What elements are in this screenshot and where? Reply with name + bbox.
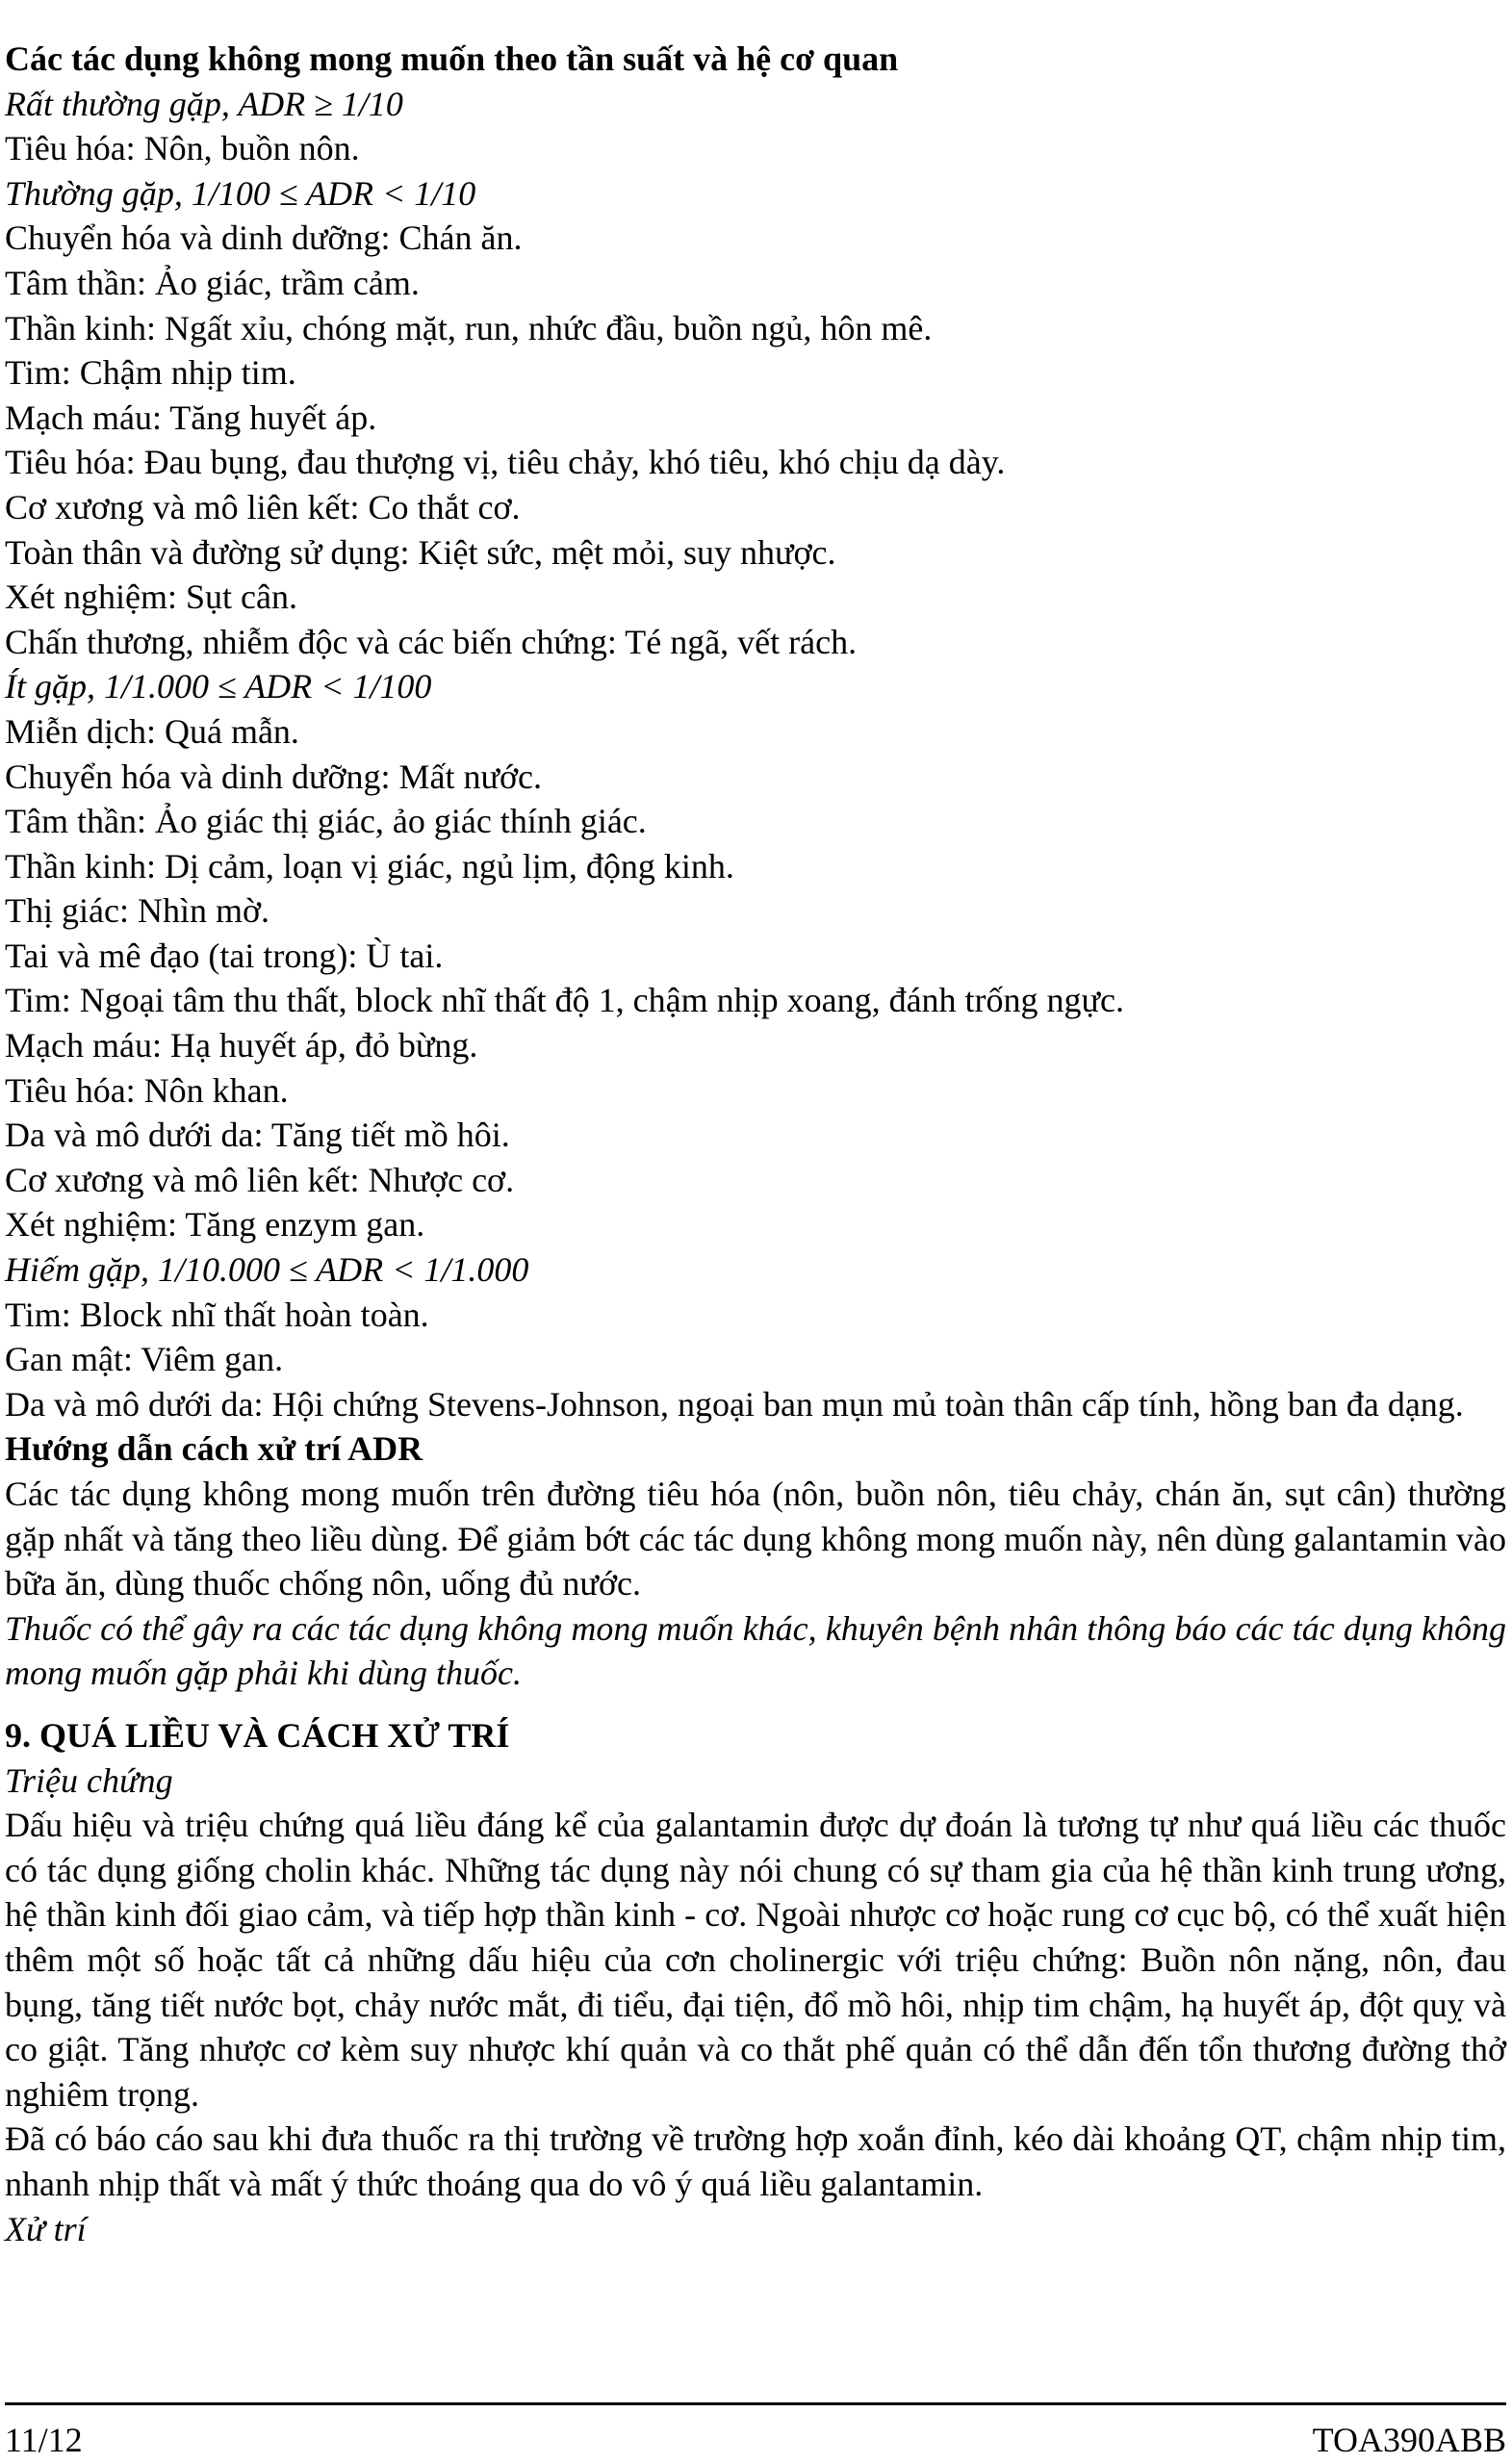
adr-item: Thần kinh: Dị cảm, loạn vị giác, ngủ lịm, động kinh. — [5, 846, 734, 886]
adr-item: Tiêu hóa: Nôn khan. — [5, 1070, 289, 1110]
symptoms-paragraph-1: Dấu hiệu và triệu chứng quá liều đáng kể của galantamin được dự đoán là tương tự như quá liều các thuốc có tác dụng giống cholin khác. Những tác dụng này nói chung có sự tham gia của hệ thần kinh trung ương, hệ thần kinh đối giao cảm, và tiếp hợp thần kinh - cơ. Ngoài nhược cơ hoặc rung cơ cục bộ, có thể xuất hiện thêm một số hoặc tất cả những dấu hiệu của cơn cholinergic với triệu chứng: Buồn nôn nặng, nôn, đau bụng, tăng tiết nước bọt, chảy nước mắt, đi tiểu, đại tiện, đổ mồ hôi, nhịp tim chậm, hạ huyết áp, đột quỵ và co giật. Tăng nhược cơ kèm suy nhược khí quản và co thắt phế quản có thể dẫn đến tổn thương đường thở nghiêm trọng. — [5, 1806, 1506, 2114]
adr-heading: Các tác dụng không mong muốn theo tần suất và hệ cơ quan — [5, 39, 899, 78]
adr-item: Tâm thần: Ảo giác, trầm cảm. — [5, 263, 420, 302]
adr-item: Tim: Block nhĩ thất hoàn toàn. — [5, 1295, 429, 1334]
adr-item: Chấn thương, nhiễm độc và các biến chứng: Té ngã, vết rách. — [5, 622, 858, 661]
management-heading: Hướng dẫn cách xử trí ADR — [5, 1429, 423, 1469]
adr-item: Cơ xương và mô liên kết: Nhược cơ. — [5, 1160, 515, 1199]
frequency-uncommon-label: Ít gặp, 1/1.000 ≤ ADR < 1/100 — [5, 667, 432, 706]
document-code: TOA390ABB — [1312, 2421, 1506, 2459]
adr-item: Tai và mê đạo (tai trong): Ù tai. — [5, 936, 444, 975]
adr-item: Toàn thân và đường sử dụng: Kiệt sức, mệt mỏi, suy nhược. — [5, 532, 836, 572]
treatment-label: Xử trí — [5, 2209, 87, 2248]
adr-item: Da và mô dưới da: Tăng tiết mồ hôi. — [5, 1116, 510, 1155]
document-page — [5, 37, 1506, 2251]
symptoms-paragraph-2: Đã có báo cáo sau khi đưa thuốc ra thị trường về trường hợp xoắn đỉnh, kéo dài khoảng QT, chậm nhịp tim, nhanh nhịp thất và mất ý thức thoáng qua do vô ý quá liều galantamin. — [5, 2119, 1506, 2203]
adr-item: Mạch máu: Tăng huyết áp. — [5, 398, 377, 437]
adr-item: Mạch máu: Hạ huyết áp, đỏ bừng. — [5, 1026, 478, 1065]
adr-item: Thị giác: Nhìn mờ. — [5, 891, 269, 931]
adr-item: Thần kinh: Ngất xỉu, chóng mặt, run, nhức đầu, buồn ngủ, hôn mê. — [5, 308, 933, 347]
management-paragraph: Các tác dụng không mong muốn trên đường tiêu hóa (nôn, buồn nôn, tiêu chảy, chán ăn, sụt cân) thường gặp nhất và tăng theo liều dùng. Để giảm bớt các tác dụng không mong muốn này, nên dùng galantamin vào bữa ăn, dùng thuốc chống nôn, uống đủ nước. — [5, 1475, 1506, 1604]
adr-item: Miễn dịch: Quá mẫn. — [5, 711, 299, 751]
adr-item: Tim: Chậm nhịp tim. — [5, 353, 296, 393]
frequency-common-label: Thường gặp, 1/100 ≤ ADR < 1/10 — [5, 173, 476, 213]
adr-item: Cơ xương và mô liên kết: Co thắt cơ. — [5, 487, 521, 526]
overdose-heading: 9. QUÁ LIỀU VÀ CÁCH XỬ TRÍ — [5, 1715, 510, 1755]
management-advice: Thuốc có thể gây ra các tác dụng không mong muốn khác, khuyên bệnh nhân thông báo các tác dụng không mong muốn gặp phải khi dùng thuốc. — [5, 1608, 1506, 1693]
adr-item: Tâm thần: Ảo giác thị giác, ảo giác thính giác. — [5, 802, 647, 841]
adr-item: Chuyển hóa và dinh dưỡng: Mất nước. — [5, 757, 543, 796]
adr-item: Xét nghiệm: Sụt cân. — [5, 578, 297, 617]
adr-item: Tim: Ngoại tâm thu thất, block nhĩ thất độ 1, chậm nhịp xoang, đánh trống ngực. — [5, 981, 1125, 1020]
adr-item: Xét nghiệm: Tăng enzym gan. — [5, 1205, 425, 1245]
frequency-very-common-label: Rất thường gặp, ADR ≥ 1/10 — [5, 84, 403, 123]
page-number: 11/12 — [5, 2421, 83, 2459]
symptoms-label: Triệu chứng — [5, 1760, 173, 1800]
adr-item: Gan mật: Viêm gan. — [5, 1340, 284, 1379]
footer-divider — [5, 2402, 1506, 2405]
adr-item: Tiêu hóa: Nôn, buồn nôn. — [5, 129, 360, 168]
adr-item: Chuyển hóa và dinh dưỡng: Chán ăn. — [5, 218, 523, 258]
frequency-rare-label: Hiếm gặp, 1/10.000 ≤ ADR < 1/1.000 — [5, 1250, 529, 1290]
adr-item: Tiêu hóa: Đau bụng, đau thượng vị, tiêu chảy, khó tiêu, khó chịu dạ dày. — [5, 443, 1006, 482]
adr-item-skin: Da và mô dưới da: Hội chứng Stevens-Johnson, ngoại ban mụn mủ toàn thân cấp tính, hồng ban đa dạng. — [5, 1384, 1464, 1424]
